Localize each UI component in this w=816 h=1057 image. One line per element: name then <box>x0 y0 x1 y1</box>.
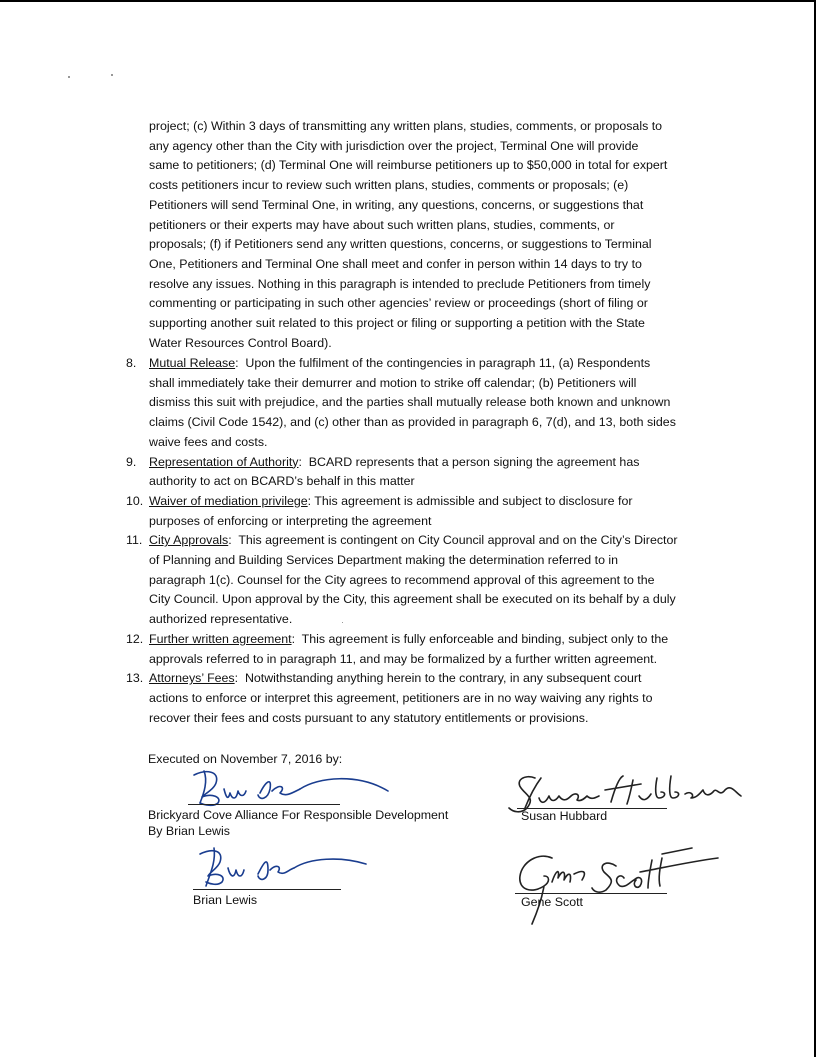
clause-body <box>149 531 706 630</box>
clause-line: approvals referred to in paragraph 11, and may be formalized by a further written agreement. <box>149 651 658 666</box>
clause-text: Notwithstanding anything herein to the contrary, in any subsequent court <box>244 671 642 686</box>
clause-line <box>149 669 706 689</box>
clause-line <box>149 630 706 650</box>
intro-line: Petitioners will send Terminal One, in writing, any questions, concerns, or suggestions that <box>149 197 644 212</box>
clause-line: recover their fees and costs pursuant to any statutory entitlements or provisions. <box>149 710 589 725</box>
clause-body <box>149 354 706 453</box>
clause-item <box>126 630 706 669</box>
clause-line: dismiss this suit with prejudice, and the parties shall mutually release both known and unknown <box>149 395 671 410</box>
scan-speck <box>111 74 113 76</box>
clause-item <box>126 453 706 492</box>
clause-line: actions to enforce or interpret this agreement, petitioners are in no way waiving any rights to <box>149 690 653 705</box>
clause-text: BCARD represents that a person signing the agreement has <box>308 454 640 469</box>
clause-title: Waiver of mediation privilege <box>149 493 308 508</box>
clause-number: 12. <box>126 631 144 646</box>
clause-number: 11. <box>126 533 143 548</box>
clause-body <box>149 669 706 728</box>
clause-item <box>126 531 706 630</box>
clause-title-separator: : <box>307 493 315 508</box>
intro-line: any agency other than the City with jurisdiction over the project, Terminal One will provide <box>149 138 639 153</box>
org-by-line: By Brian Lewis <box>148 824 230 838</box>
intro-line: Water Resources Control Board). <box>149 335 332 350</box>
clause-title: Mutual Release <box>149 356 236 370</box>
clause-line <box>149 531 706 551</box>
intro-line: commenting or participating in such other agencies’ review or proceedings (short of filing or <box>149 296 648 311</box>
gene-scott-signature <box>512 840 732 930</box>
clause-item <box>126 669 706 728</box>
clause-line: authorized representative. <box>149 612 293 627</box>
signature-line-org <box>188 804 340 805</box>
clause-body <box>149 492 706 531</box>
clause-line <box>149 492 706 512</box>
intro-line: supporting another suit related to this project or filing or supporting a petition with the State <box>149 316 645 331</box>
clause-line <box>149 453 706 473</box>
clause-line: paragraph 1(c). Counsel for the City agrees to recommend approval of this agreement to the <box>149 572 655 587</box>
signatory-name-susan-hubbard: Susan Hubbard <box>521 809 608 823</box>
clause-number: 9. <box>126 454 137 469</box>
numbered-clauses <box>126 354 706 728</box>
brian-lewis-signature <box>196 840 376 890</box>
org-name: Brickyard Cove Alliance For Responsible Development <box>148 808 449 822</box>
signatory-name-brian-lewis: Brian Lewis <box>193 893 258 907</box>
intro-line: resolve any issues. Nothing in this paragraph is intended to preclude Petitioners from timely <box>149 276 651 291</box>
signatory-name-gene-scott: Gene Scott <box>521 895 583 909</box>
clause-text: This agreement is fully enforceable and binding, subject only to the <box>301 631 669 646</box>
clause-line <box>149 354 706 374</box>
executed-line: Executed on November 7, 2016 by: <box>148 752 343 766</box>
intro-paragraph <box>149 117 709 353</box>
clause-number: 13. <box>126 671 144 686</box>
clause-item <box>126 354 706 453</box>
intro-line: One, Petitioners and Terminal One shall meet and confer in person within 14 days to try to <box>149 256 642 271</box>
clause-line: of Planning and Building Services Department making the determination referred to in <box>149 553 619 568</box>
clause-line: shall immediately take their demurrer and motion to strike off calendar; (b) Petitioners will <box>149 375 637 390</box>
clause-line: authority to act on BCARD’s behalf in this matter <box>149 474 415 489</box>
intro-line: costs petitioners incur to review such written plans, studies, comments or proposals; (e) <box>149 178 629 193</box>
clause-number: 8. <box>126 356 137 370</box>
clause-title: Attorneys’ Fees <box>149 671 235 686</box>
scan-speck <box>68 76 70 78</box>
clause-title: Representation of Authority <box>149 454 299 469</box>
clause-title-separator: : <box>291 631 302 646</box>
clause-title-separator: : <box>228 533 239 548</box>
intro-line: petitioners or their experts may have about such written plans, studies, comments, or <box>149 217 615 232</box>
clause-line: City Council. Upon approval by the City, this agreement shall be executed on its behalf by a duly <box>149 592 676 607</box>
clause-text: This agreement is admissible and subject to disclosure for <box>314 493 633 508</box>
clause-title-separator: : <box>298 454 309 469</box>
clause-title: City Approvals <box>149 533 229 548</box>
intro-line: proposals; (f) if Petitioners send any written questions, concerns, or suggestions to Terminal <box>149 237 652 252</box>
clause-line: waive fees and costs. <box>149 434 268 449</box>
clause-title-separator: : <box>235 356 246 370</box>
clause-text: Upon the fulfilment of the contingencies in paragraph 11, (a) Respondents <box>245 356 651 370</box>
clause-title-separator: : <box>234 671 245 686</box>
clause-body <box>149 630 706 669</box>
signature-line-brian-lewis <box>193 889 341 890</box>
clause-title: Further written agreement <box>149 631 292 646</box>
intro-line: project; (c) Within 3 days of transmitting any written plans, studies, comments, or proposals to <box>149 119 663 133</box>
clause-text: This agreement is contingent on City Council approval and on the City’s Director <box>238 533 678 548</box>
clause-number: 10. <box>126 493 144 508</box>
page-top-edge <box>0 0 816 2</box>
clause-line: claims (Civil Code 1542), and (c) other than as provided in paragraph 6, 7(d), and 13, both sides <box>149 415 676 430</box>
clause-body <box>149 453 706 492</box>
clause-item <box>126 492 706 531</box>
clause-line: purposes of enforcing or interpreting the agreement <box>149 513 432 528</box>
intro-line: same to petitioners; (d) Terminal One will reimburse petitioners up to $50,000 in total for expert <box>149 158 668 173</box>
